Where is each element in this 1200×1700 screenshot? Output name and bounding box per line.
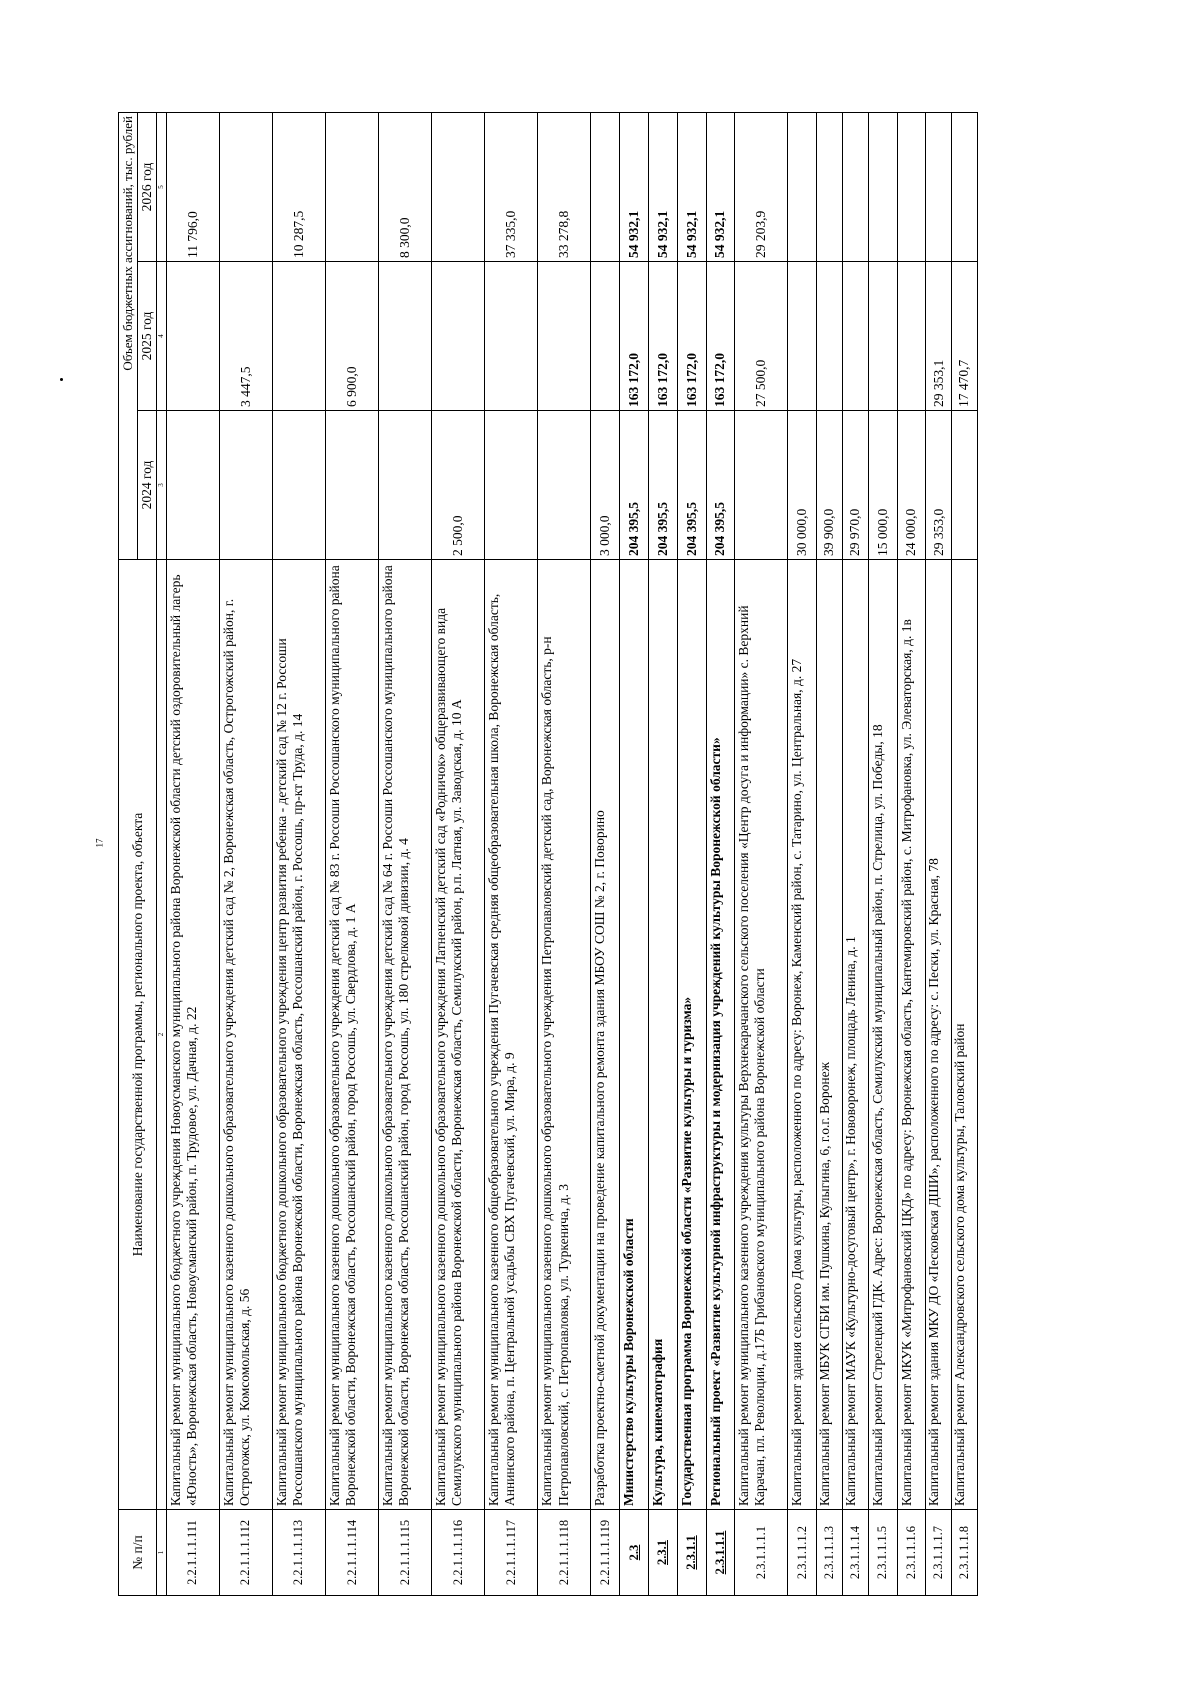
row-number: 2.3.1.1.1 [706,1510,735,1596]
row-value-2024: 24 000,0 [897,411,926,560]
row-value-2026: 54 932,1 [648,113,677,262]
row-number: 2.2.1.1.1.119 [591,1510,620,1596]
row-value-2024: 30 000,0 [788,411,817,560]
row-number: 2.3.1.1.1.8 [952,1510,978,1596]
row-value-2025 [432,262,485,411]
header-volume-text: Объем бюджетных ассигнований, тыс. рублей [120,116,135,371]
row-name: Региональный проект «Развитие культурной инфраструктуры и модернизация учреждений культуры Воронежской области» [706,560,735,1510]
table-row [326,113,379,1596]
row-number: 2.2.1.1.1.116 [432,1510,485,1596]
table-row [952,113,978,1596]
row-number: 2.3.1 [648,1510,677,1596]
row-value-2024: 204 395,5 [620,411,649,560]
row-value-2025 [272,262,325,411]
row-name: Капитальный ремонт МКУК «Митрофановский ЦКД» по адресу: Воронежская область, Кантемировский район, с. Митрофановка, ул. Элеваторская, д. 1в [897,560,926,1510]
row-name: Министерство культуры Воронежской области [620,560,649,1510]
row-name: Разработка проектно-сметной документации на проведение капитального ремонта здания МБОУ СОШ № 2, г. Поворино [591,560,620,1510]
row-number: 2.2.1.1.1.112 [219,1510,272,1596]
row-number: 2.2.1.1.1.111 [166,1510,219,1596]
row-number: 2.3.1.1.1.7 [926,1510,952,1596]
row-value-2026: 8 300,0 [379,113,432,262]
table-row [677,113,706,1596]
row-name: Культура, кинематография [648,560,677,1510]
row-value-2026 [326,113,379,262]
row-value-2026 [432,113,485,262]
col-index-1: 1 [157,1510,166,1596]
table-row [219,113,272,1596]
row-number: 2.3.1.1.1.4 [842,1510,868,1596]
row-value-2024 [952,411,978,560]
table-row [432,113,485,1596]
row-value-2025 [485,262,538,411]
row-value-2026 [897,113,926,262]
table-row [817,113,843,1596]
rotated-page [118,112,978,1596]
row-name: Капитальный ремонт муниципального бюджетного дошкольного образовательного учреждения центр развития ребенка - детский сад № 12 г. Россоши Россошанского муниципального района Воронежской области, Воронежская область, Россошанский район, г. Россошь, пр-кт Труда, д. 14 [272,560,325,1510]
table-row [868,113,897,1596]
budget-table [118,112,978,1596]
row-value-2026: 54 932,1 [706,113,735,262]
row-name: Капитальный ремонт МАУК «Культурно-досуговый центр», г. Нововоронеж, площадь Ленина, д. 1 [842,560,868,1510]
table-row [735,113,788,1596]
row-name: Капитальный ремонт муниципального казенного дошкольного образовательного учреждения детский сад № 83 г. Россоши Россошанского муниципального района Воронежской области, Воронежская область, Россошанский район, город Россошь, ул. Свердлова, д. 1 А [326,560,379,1510]
table-row [538,113,591,1596]
row-value-2024: 3 000,0 [591,411,620,560]
table-row [591,113,620,1596]
table-row [897,113,926,1596]
row-value-2025 [817,262,843,411]
row-value-2024: 29 970,0 [842,411,868,560]
table-row [620,113,649,1596]
row-number: 2.2.1.1.1.117 [485,1510,538,1596]
row-value-2024 [166,411,219,560]
row-value-2024 [485,411,538,560]
header-num: № п/п [119,1510,157,1596]
row-value-2024 [219,411,272,560]
row-value-2025: 6 900,0 [326,262,379,411]
row-number: 2.3.1.1.1.3 [817,1510,843,1596]
row-value-2026: 10 287,5 [272,113,325,262]
row-value-2025 [897,262,926,411]
table-row [485,113,538,1596]
row-number: 2.3.1.1 [677,1510,706,1596]
row-name: Капитальный ремонт муниципального казенного учреждения культуры Верхнекарачанского сельского поселения «Центр досуга и информации» с. Верхний Карачан, пл. Революции, д.17Б Грибановского муниципального района Воронежской области [735,560,788,1510]
row-name: Капитальный ремонт МБУК СГБИ им. Пушкина, Кулыгина, 6, г.о.г. Воронеж [817,560,843,1510]
row-value-2025: 163 172,0 [620,262,649,411]
row-value-2024 [538,411,591,560]
row-value-2025: 3 447,5 [219,262,272,411]
scan-speck [60,378,63,381]
row-name: Капитальный ремонт муниципального казенного дошкольного образовательного учреждения Петропавловский детский сад, Воронежская область, р-н Петропавловский, с. Петропавловка, ул. Туркенича, д. 3 [538,560,591,1510]
row-name: Капитальный ремонт муниципального казенного дошкольного образовательного учреждения Латненский детский сад «Родничок» общеразвивающего вида Семилукского муниципального района Воронежской области, Воронежская область, Семилукский район, р.п. Латная, ул. Заводская, д. 10 А [432,560,485,1510]
row-value-2024: 29 353,0 [926,411,952,560]
row-value-2025: 163 172,0 [677,262,706,411]
row-value-2026 [926,113,952,262]
row-value-2025 [842,262,868,411]
row-name: Капитальный ремонт муниципального казенного дошкольного образовательного учреждения детский сад № 64 г. Россоши Россошанского муниципального района Воронежской области, Воронежская область, Россошанский район, город Россошь, ул. 180 стрелковой дивизии, д. 4 [379,560,432,1510]
row-name: Капитальный ремонт муниципального казенного общеобразовательного учреждения Пугачевская средняя общеобразовательная школа, Воронежская область, Аннинского района, п. Центральной усадьбы СВХ Пугачевский, ул. Мира, д. 9 [485,560,538,1510]
row-name: Капитальный ремонт здания сельского Дома культуры, расположенного по адресу: Воронеж, Каменский район, с. Татарино, ул. Центральная, д. 27 [788,560,817,1510]
row-number: 2.3.1.1.1.5 [868,1510,897,1596]
row-value-2024 [272,411,325,560]
row-value-2025 [788,262,817,411]
col-index-5: 5 [157,113,166,262]
table-row [166,113,219,1596]
row-value-2024: 39 900,0 [817,411,843,560]
col-index-4: 4 [157,262,166,411]
header-name: Наименование государственной программы, регионального проекта, объекта [119,560,157,1510]
header-volume [119,113,138,560]
row-value-2025 [591,262,620,411]
row-value-2025 [379,262,432,411]
row-value-2025 [868,262,897,411]
row-value-2026 [591,113,620,262]
row-number: 2.3.1.1.1.1 [735,1510,788,1596]
row-number: 2.2.1.1.1.115 [379,1510,432,1596]
row-value-2026: 29 203,9 [735,113,788,262]
row-value-2025: 29 353,1 [926,262,952,411]
table-row [648,113,677,1596]
row-value-2024 [326,411,379,560]
row-value-2026: 33 278,8 [538,113,591,262]
col-index-3: 3 [157,411,166,560]
table-row [272,113,325,1596]
row-number: 2.3.1.1.1.6 [897,1510,926,1596]
row-name: Капитальный ремонт здания МКУ ДО «Песковская ДШИ», расположенного по адресу: с. Пески, ул. Красная, 78 [926,560,952,1510]
header-year-2026: 2026 год [138,113,157,262]
header-year-2024: 2024 год [138,411,157,560]
row-value-2024: 204 395,5 [677,411,706,560]
page-number: 17 [94,838,105,848]
row-value-2026 [817,113,843,262]
row-value-2025: 27 500,0 [735,262,788,411]
table-row [842,113,868,1596]
col-index-2: 2 [157,560,166,1510]
row-value-2024 [379,411,432,560]
row-number: 2.2.1.1.1.114 [326,1510,379,1596]
row-value-2026: 11 796,0 [166,113,219,262]
row-name: Государственная программа Воронежской области «Развитие культуры и туризма» [677,560,706,1510]
row-value-2024: 2 500,0 [432,411,485,560]
header-year-2025: 2025 год [138,262,157,411]
row-value-2026 [868,113,897,262]
row-value-2026 [788,113,817,262]
row-value-2025 [166,262,219,411]
table-row [926,113,952,1596]
row-value-2024: 15 000,0 [868,411,897,560]
row-name: Капитальный ремонт Стрелецкий ГДК. Адрес: Воронежская область, Семилукский муниципальный район, п. Стрелица, ул. Победы, 18 [868,560,897,1510]
row-number: 2.3.1.1.1.2 [788,1510,817,1596]
row-value-2024: 204 395,5 [706,411,735,560]
row-value-2026 [952,113,978,262]
row-number: 2.2.1.1.1.118 [538,1510,591,1596]
table-row [379,113,432,1596]
row-value-2026: 37 335,0 [485,113,538,262]
row-value-2025: 163 172,0 [648,262,677,411]
table-row [788,113,817,1596]
table-row [706,113,735,1596]
row-name: Капитальный ремонт муниципального казенного дошкольного образовательного учреждения детский сад № 2, Воронежская область, Острогожский район, г. Острогожск, ул. Комсомольская, д. 56 [219,560,272,1510]
row-value-2025: 17 470,7 [952,262,978,411]
row-value-2024 [735,411,788,560]
row-name: Капитальный ремонт Александровского сельского дома культуры, Таловский район [952,560,978,1510]
row-value-2026 [219,113,272,262]
row-value-2024: 204 395,5 [648,411,677,560]
row-value-2025: 163 172,0 [706,262,735,411]
row-number: 2.3 [620,1510,649,1596]
row-name: Капитальный ремонт муниципального бюджетного учреждения Новоусманского муниципального района Воронежской области детский оздоровительный лагерь «Юность», Воронежская область, Новоусманский район, п. Трудовое, ул. Дачная, д. 22 [166,560,219,1510]
row-value-2025 [538,262,591,411]
row-value-2026: 54 932,1 [620,113,649,262]
row-number: 2.2.1.1.1.113 [272,1510,325,1596]
row-value-2026: 54 932,1 [677,113,706,262]
row-value-2026 [842,113,868,262]
